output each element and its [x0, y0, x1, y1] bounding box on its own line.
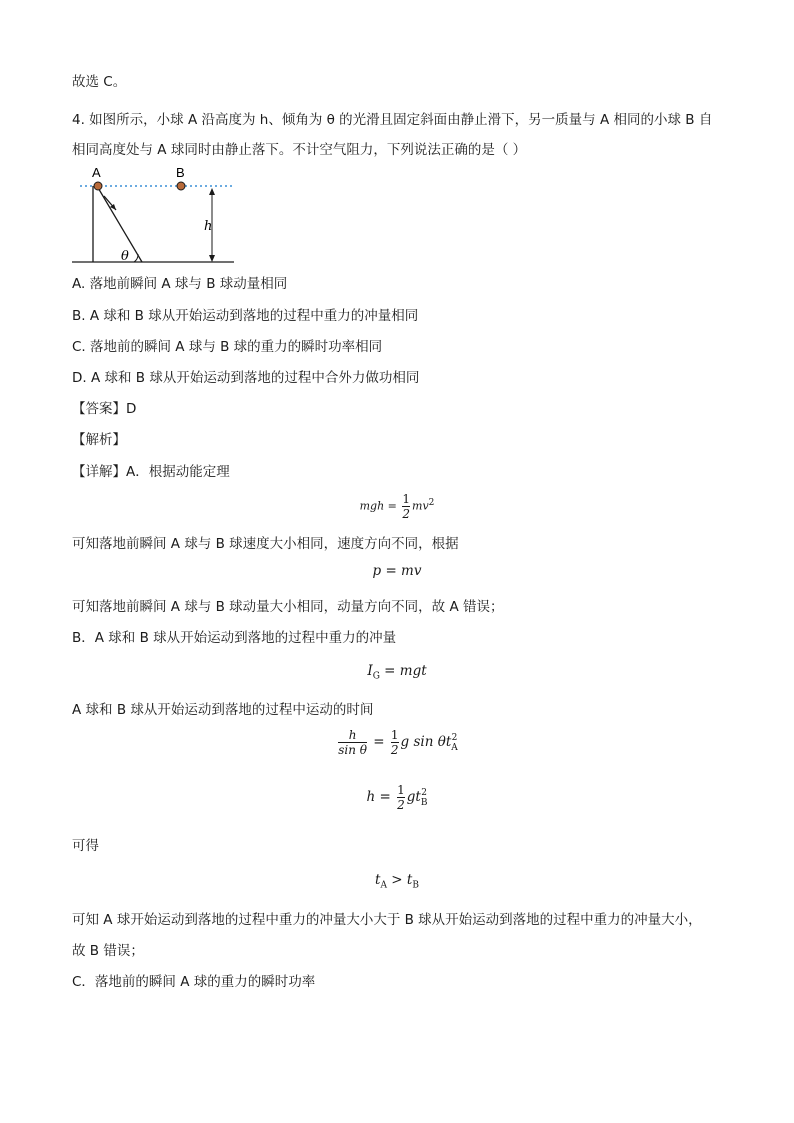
question-stem-cont: 相同高度处与 A 球同时由静止落下。不计空气阻力，下列说法正确的是（ ）: [72, 142, 527, 158]
label-b: B: [176, 165, 185, 180]
option-a: A. 落地前瞬间 A 球与 B 球动量相同: [72, 276, 288, 292]
detail-a: 【详解】A．根据动能定理: [72, 464, 230, 480]
ball-a: [94, 182, 102, 190]
answer: 【答案】D: [72, 401, 137, 417]
label-a: A: [92, 165, 101, 180]
equation-momentum: p = mv: [372, 563, 422, 579]
text-line: 可得: [72, 838, 99, 854]
question-stem: 4. 如图所示，小球 A 沿高度为 h、倾角为 θ 的光滑且固定斜面由静止滑下，另一质量与 A 相同的小球 B 自: [72, 112, 713, 128]
equation-compare: $t_A > t_B$: [375, 872, 419, 891]
equation-kinetic-energy: mgh = $\frac{1}{2}$ $mv^2$: [359, 492, 435, 521]
label-h: h: [204, 219, 213, 234]
text-line: 可知 A 球开始运动到落地的过程中重力的冲量大小大于 B 球从开始运动到落地的过程中重力的冲量大小，: [72, 912, 702, 928]
equation-time-b: h = $\frac{1}{2}$ gt 2 B: [366, 783, 428, 812]
text-line: B．A 球和 B 球从开始运动到落地的过程中重力的冲量: [72, 630, 397, 646]
text-line: A 球和 B 球从开始运动到落地的过程中运动的时间: [72, 702, 374, 718]
ball-b: [177, 182, 185, 190]
incline-figure: [72, 162, 242, 268]
option-b: B. A 球和 B 球从开始运动到落地的过程中重力的冲量相同: [72, 308, 419, 324]
text-line: 可知落地前瞬间 A 球与 B 球动量大小相同，动量方向不同，故 A 错误；: [72, 599, 504, 615]
equation-time-a: $\frac{h}{\text{sin θ}}$ = $\frac{1}{2}$ g sin θt 2 A: [338, 728, 458, 757]
label-theta: θ: [121, 249, 129, 264]
text-line: 故 B 错误；: [72, 943, 144, 959]
text-line: 故选 C。: [72, 74, 127, 90]
option-c: C. 落地前的瞬间 A 球与 B 球的重力的瞬时功率相同: [72, 339, 383, 355]
option-d: D. A 球和 B 球从开始运动到落地的过程中合外力做功相同: [72, 370, 420, 386]
text-line: 可知落地前瞬间 A 球与 B 球速度大小相同，速度方向不同，根据: [72, 536, 459, 552]
text-line: C．落地前的瞬间 A 球的重力的瞬时功率: [72, 974, 316, 990]
equation-impulse: $I_G$ = mgt: [367, 663, 427, 682]
analysis-heading: 【解析】: [72, 432, 126, 448]
